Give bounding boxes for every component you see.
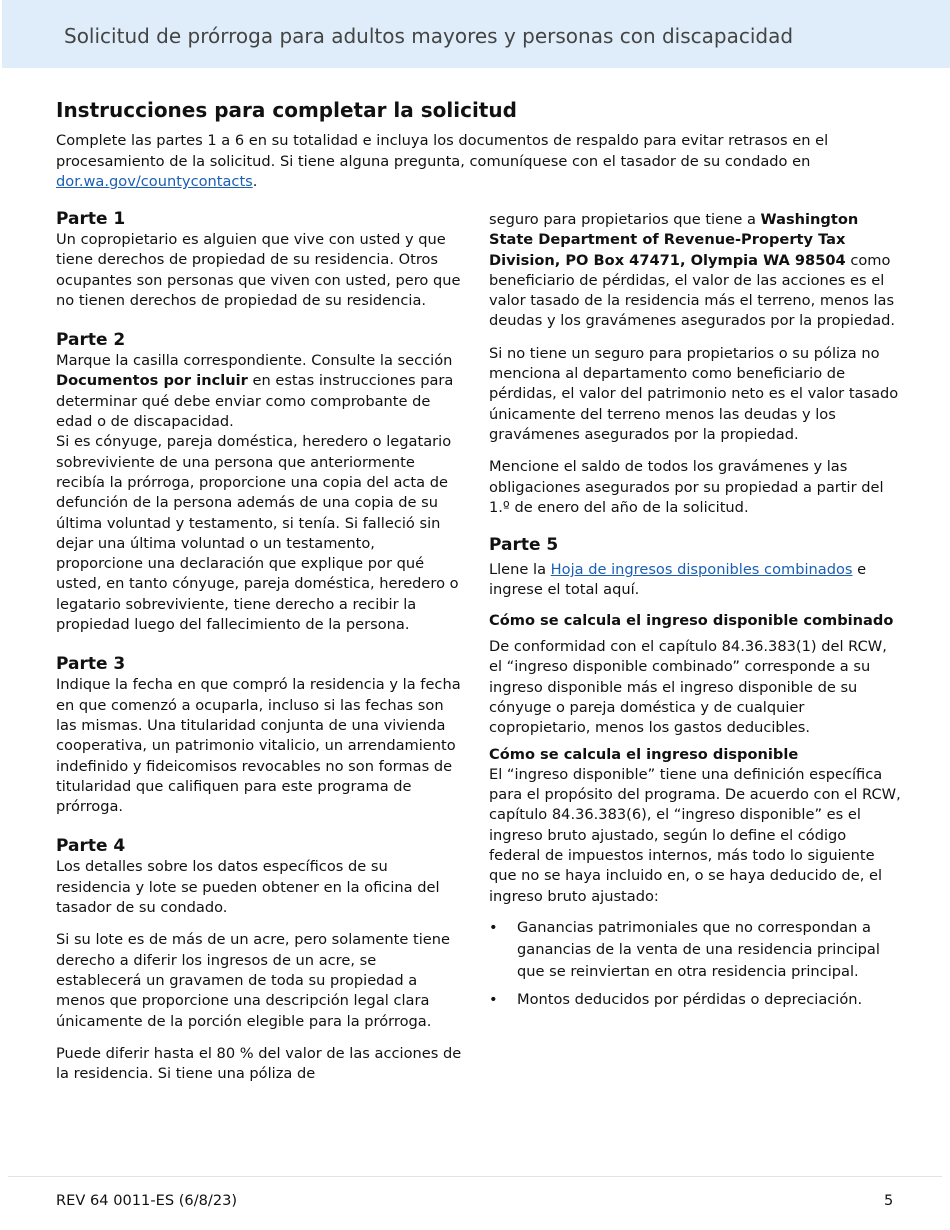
document-title: Solicitud de prórroga para adultos mayores y personas con discapacidad <box>64 24 794 48</box>
parte-5-intro <box>489 560 901 601</box>
intro-end: . <box>252 173 258 190</box>
list-item: • Montos deducidos por pérdidas o depreciación. <box>489 989 901 1011</box>
parte-3-heading: Parte 3 <box>56 654 126 675</box>
list-item: • Ganancias patrimoniales que no correspondan a ganancias de la venta de una residencia principal que se reinviertan en otra residencia principal. <box>489 917 901 983</box>
parte-4-p5: Mencione el saldo de todos los gravámenes y las obligaciones asegurados por su propiedad a partir del 1.º de enero del año de la solicitud. <box>489 458 884 516</box>
parte-2-text <box>56 351 464 432</box>
section-parte-3 <box>56 653 464 817</box>
parte-2-text-a: Marque la casilla correspondiente. Consulte la sección <box>56 352 453 370</box>
parte-4-cont-b: como beneficiario de pérdidas, el valor de las acciones es el valor tasado de la residencia más el terreno, menos las deudas y los gravámenes asegurados por la propiedad. <box>489 251 896 330</box>
left-column <box>56 208 464 1094</box>
parte-4-heading: Parte 4 <box>56 836 126 857</box>
page-number: 5 <box>884 1192 894 1209</box>
parte-5-intro-b: e ingrese el total aquí. <box>489 561 867 599</box>
parte-4-p3-continued <box>489 210 901 332</box>
dor-address: Washington State Department of Revenue-Property Tax Division, PO Box 47471, Olympia WA 98504 <box>489 211 859 269</box>
combined-income-worksheet-link[interactable]: Hoja de ingresos disponibles combinados <box>550 561 853 579</box>
county-contacts-link[interactable]: dor.wa.gov/countycontacts <box>56 173 253 190</box>
section-parte-4 <box>56 835 464 1084</box>
parte-4-p3: Puede diferir hasta el 80 % del valor de las acciones de la residencia. Si tiene una póliza de <box>56 1044 462 1083</box>
intro-paragraph <box>56 131 906 193</box>
sub-heading-combined-income: Cómo se calcula el ingreso disponible combinado <box>489 611 894 629</box>
parte-5-intro-a: Llene la <box>489 561 551 579</box>
parte-3-text: Indique la fecha en que compró la residencia y la fecha en que comenzó a ocuparla, incluso si las fechas son las mismas. Una titularidad conjunta de una vivienda cooperativa, un patrimonio vitalicio, un arrendamiento indefinido y fideicomisos revocables no son formas de titularidad que califiquen para este programa de prórroga. <box>56 676 461 816</box>
sub-heading-disposable-income: Cómo se calcula el ingreso disponible <box>489 745 799 763</box>
documentos-por-incluir: Documentos por incluir <box>56 372 248 390</box>
parte-5-heading: Parte 5 <box>489 535 559 556</box>
right-column <box>489 210 901 1017</box>
parte-4-p1: Los detalles sobre los datos específicos de su residencia y lote se pueden obtener en la oficina del tasador de su condado. <box>56 858 440 917</box>
header-banner <box>2 0 950 68</box>
footer-divider <box>8 1176 942 1177</box>
parte-1-text: Un copropietario es alguien que vive con usted y que tiene derechos de propiedad de su residencia. Otros ocupantes son personas que viven con usted, pero que no tienen derechos de propiedad de su residencia. <box>56 231 461 309</box>
parte-4-cont-a: seguro para propietarios que tiene a <box>489 211 761 228</box>
parte-4-p2: Si su lote es de más de un acre, pero solamente tiene derecho a diferir los ingresos de un acre, se establecerá un gravamen de toda su propiedad a menos que proporcione una descripción legal clara únicamente de la porción elegible para la prórroga. <box>56 931 450 1030</box>
parte-2-heading: Parte 2 <box>56 330 126 351</box>
section-parte-2 <box>56 329 464 635</box>
combined-income-text: De conformidad con el capítulo 84.36.383(1) del RCW, el “ingreso disponible combinado” corresponde a su ingreso disponible más el ingreso disponible de su cónyuge o pareja doméstica y de cualquier copropietario, menos los gastos deducibles. <box>489 638 887 737</box>
page-heading: Instrucciones para completar la solicitud <box>56 98 517 122</box>
form-code: REV 64 0011-ES (6/8/23) <box>56 1192 238 1209</box>
parte-2-text-b: en estas instrucciones para determinar qué debe enviar como comprobante de edad o de discapacidad. <box>56 372 454 431</box>
parte-1-heading: Parte 1 <box>56 209 126 229</box>
parte-4-p4: Si no tiene un seguro para propietarios o su póliza no menciona al departamento como beneficiario de pérdidas, el valor del patrimonio neto es el valor tasado únicamente del terreno menos las deudas y los gravámenes asegurados por la propiedad. <box>489 344 899 443</box>
intro-text: Complete las partes 1 a 6 en su totalidad e incluya los documentos de respaldo para evitar retrasos en el procesamiento de la solicitud. Si tiene alguna pregunta, comuníquese con el tasador de su condado en <box>56 132 829 170</box>
income-items-list <box>489 917 901 1011</box>
parte-2-text-c: Si es cónyuge, pareja doméstica, heredero o legatario sobreviviente de una persona que anteriormente recibía la prórroga, proporcione una copia del acta de defunción de la persona además de una copia de su última voluntad y testamento, si tenía. Si falleció sin dejar una última voluntad o un testamento, proporcione una declaración que explique por qué usted, en tanto cónyuge, pareja doméstica, heredero o legatario sobreviviente, tiene derecho a recibir la propiedad luego del fallecimiento de la persona. <box>56 433 459 634</box>
section-parte-1 <box>56 208 464 311</box>
disposable-income-text: El “ingreso disponible” tiene una definición específica para el propósito del programa. De acuerdo con el RCW, capítulo 84.36.383(6), el “ingreso disponible” es el ingreso bruto ajustado, según lo define el código federal de impuestos internos, más todo lo siguiente que no se haya incluido en, o se haya deducido de, el ingreso bruto ajustado: <box>489 765 901 905</box>
